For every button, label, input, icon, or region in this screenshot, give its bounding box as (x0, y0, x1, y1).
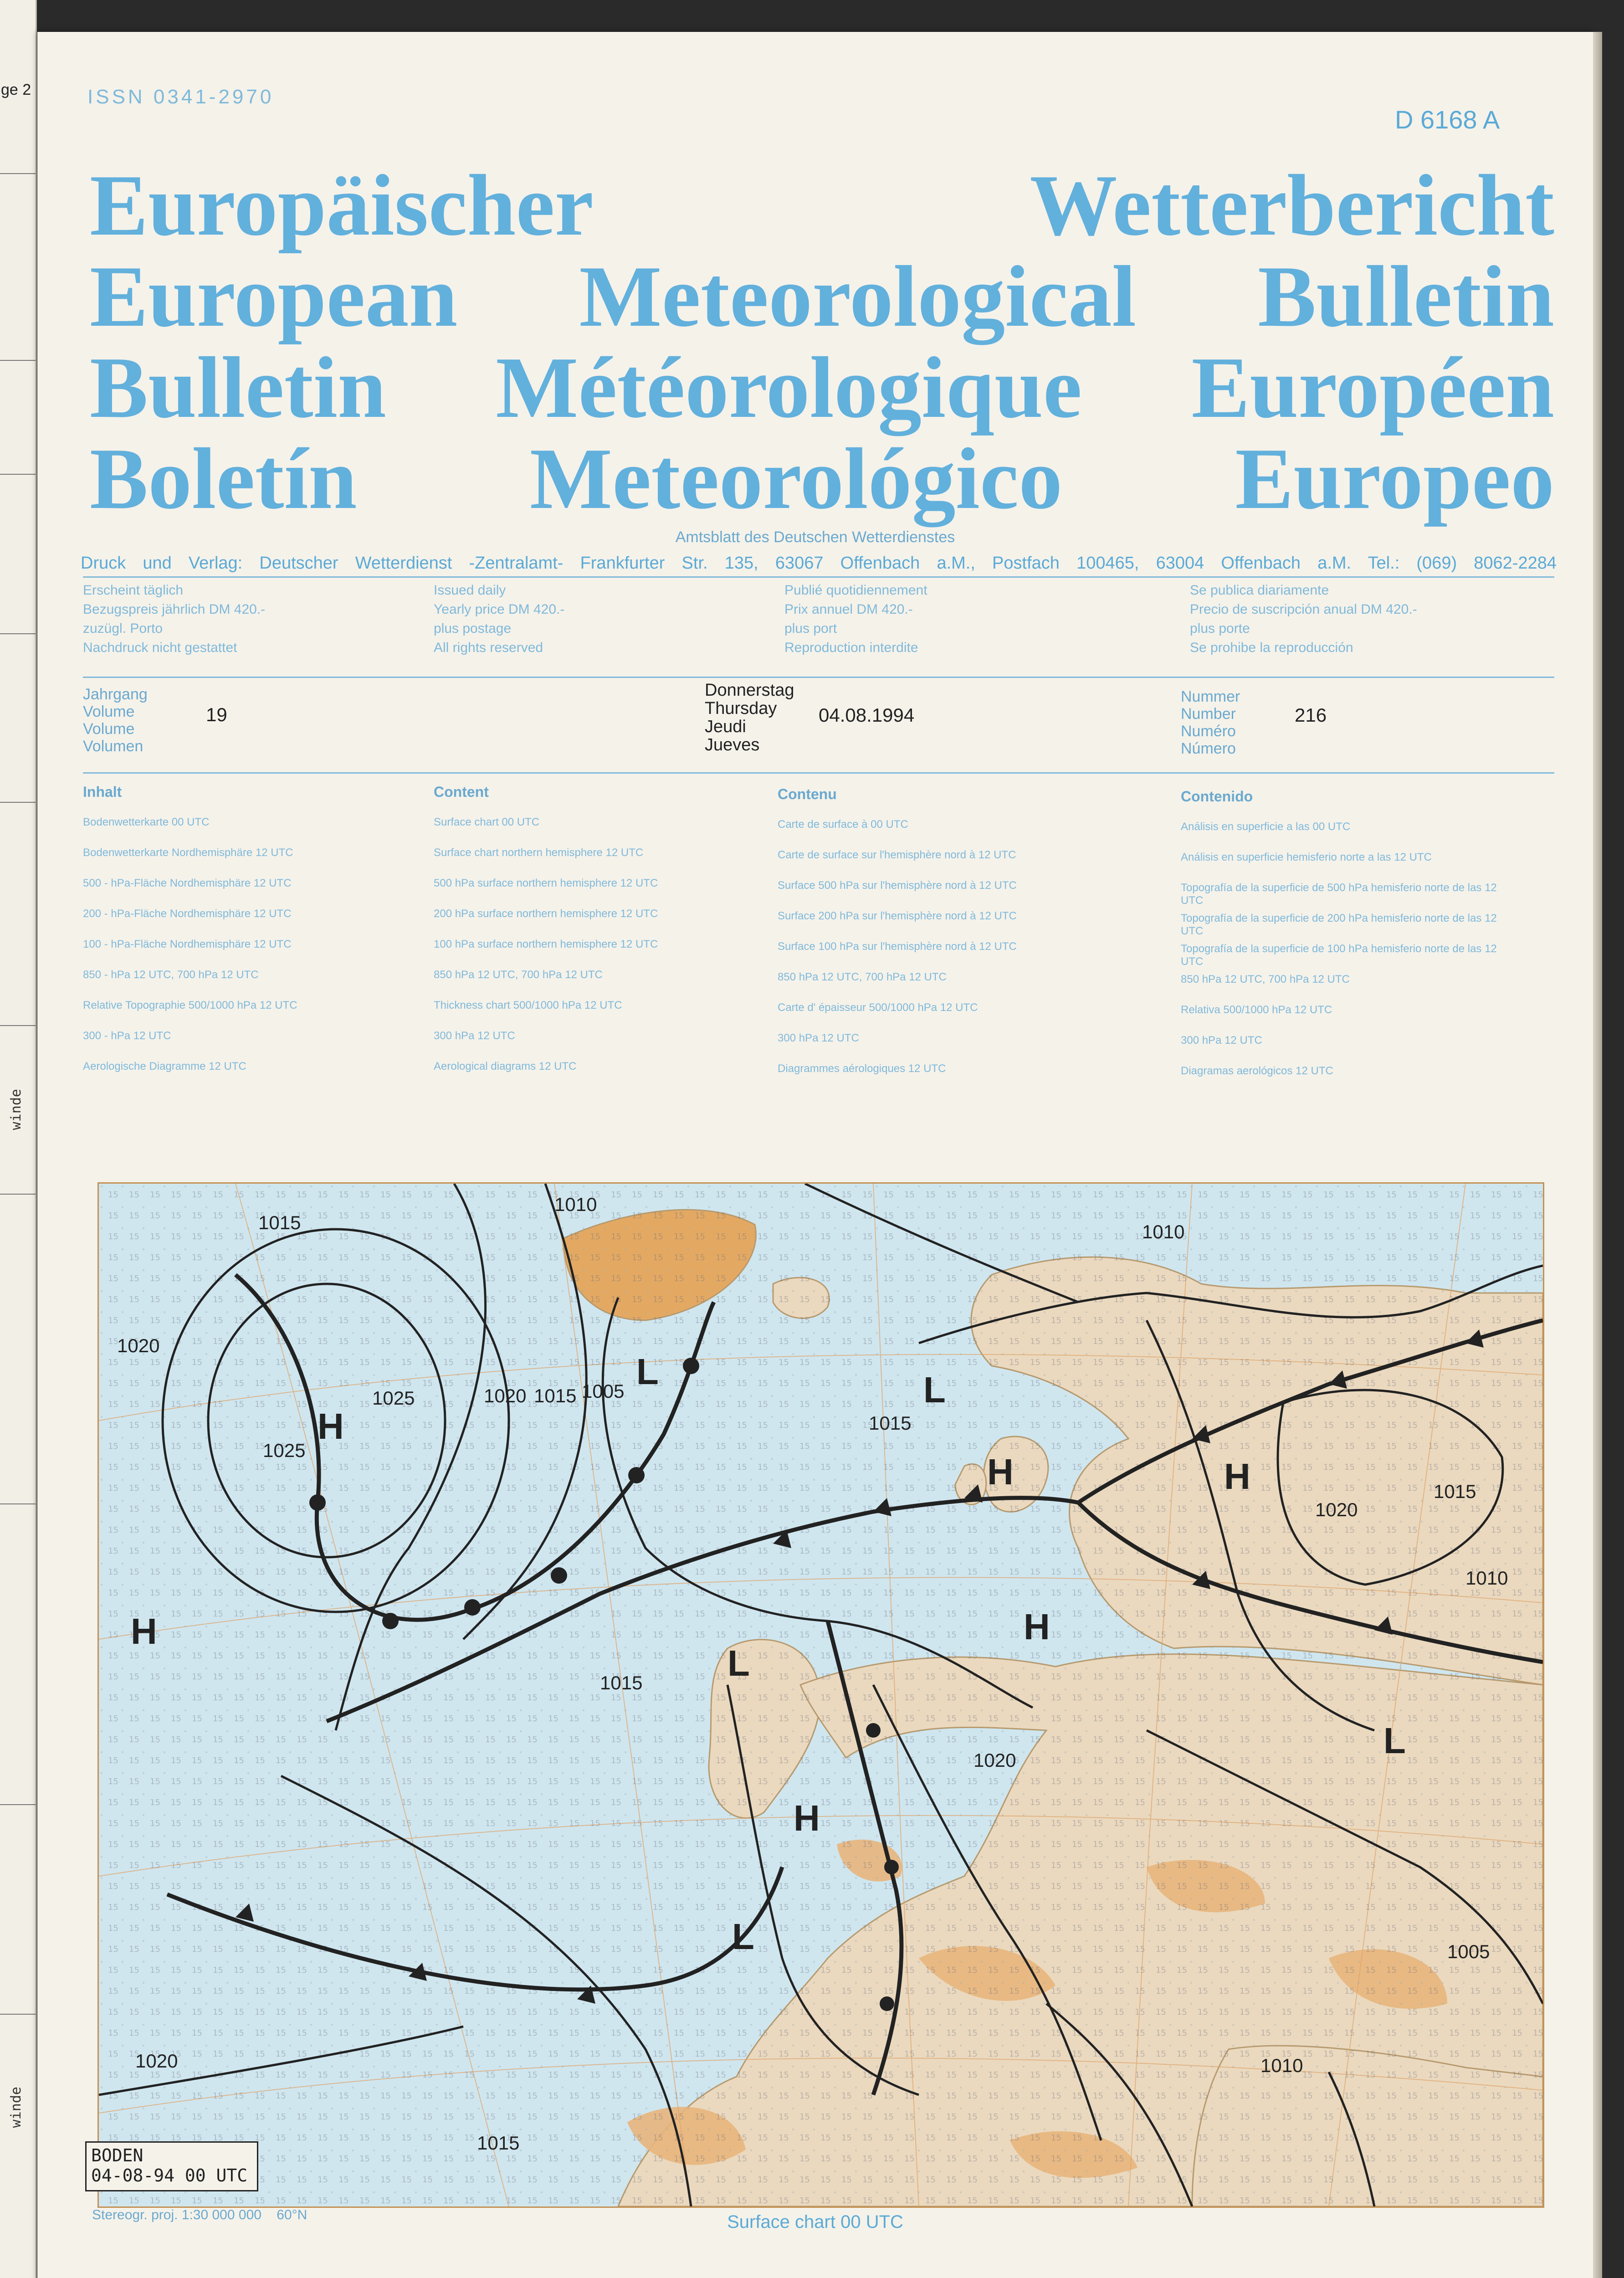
low-pressure-center: L (732, 1916, 754, 1957)
surface-chart-svg (99, 1184, 1543, 2206)
isobar-label-1015: 1015 (1434, 1481, 1476, 1502)
isobar-label-1010: 1010 (1142, 1221, 1185, 1242)
previous-page-number: ge 2 (1, 81, 31, 98)
high-pressure-center: H (987, 1452, 1014, 1492)
isobar-label-1005: 1005 (1447, 1941, 1490, 1962)
weekday-labels: Donnerstag Thursday Jeudi Jueves (705, 681, 794, 754)
volume-labels: Jahrgang Volume Volume Volumen (83, 686, 148, 755)
isobar-label-1015: 1015 (600, 1672, 643, 1693)
publisher-line: Druck und Verlag: Deutscher Wetterdienst -Zentralamt- Frankfurter Str. 135, 63067 Offenbach a.M., Postfach 100465, 63004 Offenbach a.M. Tel.: (069) 8062-2284 (81, 554, 1557, 573)
page-edge (1593, 32, 1602, 2278)
high-pressure-center: H (794, 1798, 820, 1838)
low-pressure-center: L (636, 1351, 659, 1392)
info-german: Erscheint täglich Bezugspreis jährlich DM 420.- zuzügl. Porto Nachdruck nicht gestattet (83, 583, 266, 655)
bulletin-page (37, 32, 1593, 2278)
low-pressure-center: L (923, 1370, 946, 1410)
issue-date: 04.08.1994 (819, 704, 915, 726)
chart-stamp: BODEN 04-08-94 00 UTC (85, 2141, 258, 2191)
publication-code: D 6168 A (1395, 105, 1500, 134)
isobar-label-1025: 1025 (263, 1440, 306, 1461)
info-english: Issued daily Yearly price DM 420.- plus postage All rights reserved (434, 583, 565, 655)
isobar-label-1015: 1015 (534, 1385, 577, 1406)
volume-value: 19 (206, 704, 227, 725)
high-pressure-center: H (131, 1611, 157, 1652)
divider (83, 576, 1554, 578)
isobar-label-1015: 1015 (477, 2132, 520, 2154)
toc-english: Content Surface chart 00 UTC Surface chart northern hemisphere 12 UTC 500 hPa surface northern hemisphere 12 UTC 200 hPa surface northern hemisphere 12 UTC 100 hPa surface northern hemisphere 12 UTC 850 hPa 12 UTC, 700 hPa 12 UTC Thickness chart 500/1000 hPa 12 UTC 300 hPa 12 UTC Aerological diagrams 12 UTC (434, 784, 658, 1072)
previous-page-text: winde (8, 2087, 24, 2128)
isobar-label-1005: 1005 (582, 1380, 625, 1402)
isobar-label-1015: 1015 (258, 1212, 301, 1233)
divider (83, 677, 1554, 678)
isobar-label-1020: 1020 (484, 1385, 527, 1406)
isobar-label-1020: 1020 (117, 1335, 160, 1356)
subtitle: Amtsblatt des Deutschen Wetterdienstes (675, 528, 955, 546)
issn: ISSN 0341-2970 (87, 86, 274, 108)
chart-caption: Surface chart 00 UTC (727, 2212, 903, 2232)
isobar-label-1010: 1010 (554, 1194, 597, 1215)
info-spanish: Se publica diariamente Precio de suscripción anual DM 420.- plus porte Se prohibe la reproducción (1190, 583, 1417, 655)
high-pressure-center: H (1224, 1456, 1250, 1497)
toc-spanish: Contenido Análisis en superficie a las 00 UTC Análisis en superficie hemisferio norte a las 12 UTC Topografía de la superficie de 500 hPa hemisferio norte de las 12 UTC Topografía de la superficie de 200 hPa hemisferio norte de las 12 UTC Topografía de la superficie de 100 hPa hemisferio norte de las 12 UTC 850 hPa 12 UTC, 700 hPa 12 UTC Relativa 500/1000 hPa 12 UTC 300 hPa 12 UTC Diagramas aerológicos 12 UTC (1181, 788, 1497, 1077)
low-pressure-center: L (727, 1643, 750, 1683)
high-pressure-center: H (318, 1406, 344, 1447)
isobar-label-1010: 1010 (1465, 1567, 1508, 1589)
title-spanish: Boletín Meteorológico Europeo (90, 430, 1554, 527)
isobar-label-1015: 1015 (869, 1412, 912, 1434)
high-pressure-center: H (1024, 1606, 1050, 1647)
number-labels: Nummer Number Numéro Número (1181, 688, 1240, 757)
divider (83, 772, 1554, 774)
isobar-label-1020: 1020 (973, 1750, 1016, 1771)
toc-french: Contenu Carte de surface à 00 UTC Carte de surface sur l'hemisphère nord à 12 UTC Surface 500 hPa sur l'hemisphère nord à 12 UTC Surface 200 hPa sur l'hemisphère nord à 12 UTC Surface 100 hPa sur l'hemisphère nord à 12 UTC 850 hPa 12 UTC, 700 hPa 12 UTC Carte d' épaisseur 500/1000 hPa 12 UTC 300 hPa 12 UTC Diagrammes aérologiques 12 UTC (778, 786, 1017, 1075)
title-english: European Meteorological Bulletin (90, 248, 1554, 345)
isobar-label-1020: 1020 (1315, 1499, 1358, 1520)
issue-number: 216 (1295, 704, 1327, 726)
previous-page-text: winde (8, 1089, 24, 1130)
low-pressure-center: L (1383, 1720, 1406, 1761)
surface-chart (97, 1182, 1544, 2208)
info-french: Publié quotidiennement Prix annuel DM 420.- plus port Reproduction interdite (784, 583, 927, 655)
previous-page-edge (0, 0, 37, 2278)
title-french: Bulletin Météorologique Européen (90, 339, 1554, 436)
isobar-label-1025: 1025 (372, 1387, 415, 1409)
projection-note: Stereogr. proj. 1:30 000 000 60°N (92, 2207, 307, 2222)
isobar-label-1010: 1010 (1260, 2055, 1303, 2076)
toc-german: Inhalt Bodenwetterkarte 00 UTC Bodenwetterkarte Nordhemisphäre 12 UTC 500 - hPa-Fläche Nordhemisphäre 12 UTC 200 - hPa-Fläche Nordhemisphäre 12 UTC 100 - hPa-Fläche Nordhemisphäre 12 UTC 850 - hPa 12 UTC, 700 hPa 12 UTC Relative Topographie 500/1000 hPa 12 UTC 300 - hPa 12 UTC Aerologische Diagramme 12 UTC (83, 784, 297, 1072)
title-german: Europäischer Wetterbericht (90, 157, 1554, 254)
station-plots (99, 1184, 1543, 2206)
isobar-label-1020: 1020 (135, 2050, 178, 2072)
